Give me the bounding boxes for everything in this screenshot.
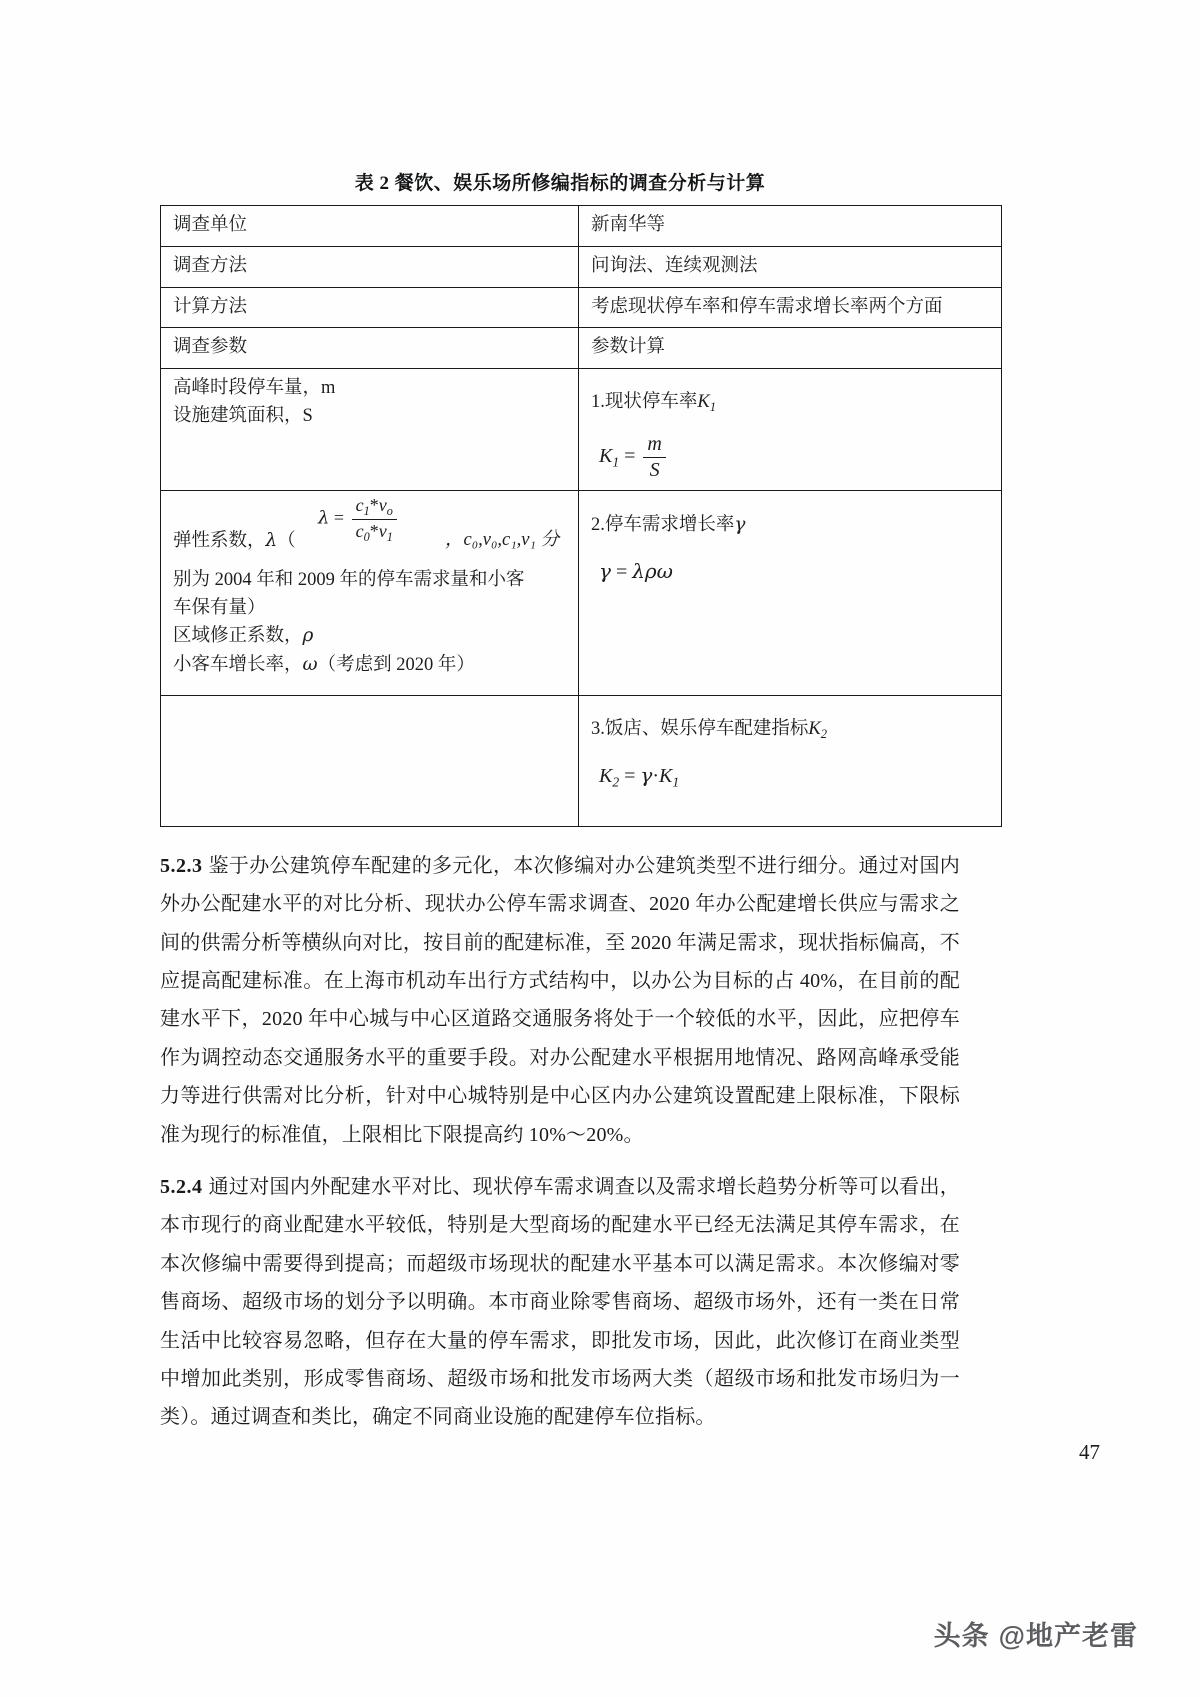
formula-lhs: K <box>599 764 613 787</box>
table-row <box>161 287 1002 328</box>
fraction-denominator: S <box>649 458 660 481</box>
paren-open: （ <box>277 530 296 551</box>
table-caption: 表 2 餐饮、娱乐场所修编指标的调查分析与计算 <box>354 173 766 194</box>
formula-heading-2 <box>591 511 991 540</box>
formula-lhs: γ <box>599 558 611 583</box>
formula-heading-3 <box>591 716 991 744</box>
table-cell-formula-k1 <box>579 369 1002 491</box>
elasticity-note-line-2: 别为 2004 年和 2009 年的停车需求量和小客 <box>173 569 525 590</box>
symbol-gamma: γ <box>640 762 653 787</box>
table-cell-formula-k2 <box>579 695 1002 826</box>
table-row <box>161 328 1002 369</box>
formula-k1 <box>599 433 991 482</box>
symbol-k: K <box>659 764 673 787</box>
var-v-sub: 1 <box>386 529 393 544</box>
var-v: v <box>378 494 387 515</box>
symbol-k: K <box>808 718 821 739</box>
formula-lhs-subscript: 2 <box>612 774 620 790</box>
fraction-m-over-s <box>643 433 665 482</box>
label-text: 弹性系数， <box>173 530 266 551</box>
symbol-gamma: γ <box>734 513 746 535</box>
fraction-denominator <box>352 520 397 544</box>
cell-text: 调查单位 <box>173 215 248 235</box>
watermark <box>934 1614 1138 1653</box>
table-cell-value <box>579 328 1002 369</box>
symbol-k-subscript: 1 <box>672 774 680 790</box>
table-row-k2-index <box>161 695 1002 826</box>
table-cell-parameters <box>161 369 579 491</box>
elasticity-note-line-3: 车保有量） <box>173 597 266 618</box>
param-peak-parking-volume: 高峰时段停车量，m <box>173 378 336 398</box>
heading-index: 2. <box>591 514 605 535</box>
heading-text: 饭店、娱乐停车配建指标 <box>604 718 809 739</box>
label-text: 小客车增长率， <box>173 655 303 676</box>
page-number: 47 <box>1079 1440 1100 1464</box>
cell-text: 调查参数 <box>173 337 248 358</box>
label-text: 区域修正系数， <box>173 626 303 647</box>
fraction-lambda <box>352 495 397 544</box>
car-growth-rate <box>173 651 568 680</box>
heading-text: 现状停车率 <box>604 392 698 412</box>
table-cell-label <box>161 206 579 247</box>
var-v-sub: o <box>386 503 393 518</box>
table-row-demand-growth <box>161 490 1002 695</box>
formula-rhs: λρω <box>632 558 673 583</box>
var-v: v <box>378 520 387 541</box>
symbol-k: K <box>697 392 710 412</box>
table-cell-value <box>579 206 1002 247</box>
paragraph-5-2-4 <box>160 1168 960 1437</box>
survey-analysis-table <box>160 205 1002 827</box>
elasticity-label <box>173 527 296 556</box>
table-cell-label <box>161 246 579 287</box>
var-c-sub: 1 <box>363 503 370 518</box>
cell-text: 考虑现状停车率和停车需求增长率两个方面 <box>591 296 943 317</box>
var-c: c <box>355 494 364 515</box>
symbol-k-subscript: 1 <box>709 400 717 415</box>
equals-sign: = <box>624 764 636 787</box>
watermark-brand: 头条 <box>933 1621 990 1651</box>
var-c: c <box>355 520 364 541</box>
table-row-parking-rate <box>161 369 1002 491</box>
fraction-numerator <box>352 495 397 520</box>
heading-text: 停车需求增长率 <box>604 514 735 535</box>
symbol-omega: ω <box>302 654 318 676</box>
paragraph-number: 5.2.4 <box>160 1176 203 1198</box>
formula-k2 <box>599 760 991 793</box>
symbol-rho: ρ <box>302 625 314 647</box>
cell-text: 新南华等 <box>591 215 666 235</box>
equals-sign: = <box>624 444 636 467</box>
elasticity-definition <box>173 494 568 567</box>
symbol-lambda: λ <box>265 529 278 551</box>
formula-lhs-subscript: 1 <box>612 454 620 470</box>
dot-operator: · <box>652 764 660 787</box>
paragraph-text: 通过对国内外配建水平对比、现状停车需求调查以及需求增长趋势分析等可以看出，本市现行的商业配建水平较低，特别是大型商场的配建水平已经无法满足其停车需求，在本次修编中需要得到提高；而超级市场现状的配建水平基本可以满足需求。本次修编对零售商场、超级市场的划分予以明确。本市商业除零售商场、超级市场外，还有一类在日常生活中比较容易忽略，但存在大量的停车需求，即批发市场，因此，此次修订在商业类型中增加此类别，形成零售商场、超级市场和批发市场两大类（超级市场和批发市场归为一类）。通过调查和类比，确定不同商业设施的配建停车位指标。 <box>160 1176 960 1429</box>
param-building-area: 设施建筑面积，S <box>173 405 313 426</box>
symbol-lambda: λ <box>318 507 330 529</box>
label-tail: （考虑到 2020 年） <box>317 655 475 676</box>
table-cell-label <box>161 328 579 369</box>
elasticity-variable-list: ，c₀,v₀,c₁,v₁ 分 <box>445 529 560 550</box>
table-cell-value <box>579 287 1002 328</box>
page-content <box>160 168 960 1437</box>
table-cell-empty <box>161 695 579 826</box>
table-row <box>161 246 1002 287</box>
table-cell-value <box>579 246 1002 287</box>
regional-correction-coefficient <box>173 622 568 651</box>
paragraph-number: 5.2.3 <box>160 854 203 877</box>
paragraph-5-2-3 <box>160 847 960 1154</box>
paragraph-text: 鉴于办公建筑停车配建的多元化，本次修编对办公建筑类型不进行细分。通过对国内外办公配建水平的对比分析、现状办公停车需求调查、2020 年办公配建增长供应与需求之间的供需分析等横纵向对比，按目前的配建标准，至 2020 年满足需求，现状指标偏高，不应提高配建标准。在上海市机动车出行方式结构中，以办公为目标的占 40%，在目前的配建水平下，2020 年中心城与中心区道路交通服务将处于一个较低的水平，因此，应把停车作为调控动态交通服务水平的重要手段。对办公配建水平根据用地情况、路网高峰承受能力等进行供需对比分析，针对中心城特别是中心区内办公建筑设置配建上限标准，下限标准为现行的标准值，上限相比下限提高约 10%～20%。 <box>160 854 960 1146</box>
equals-sign: = <box>333 507 345 528</box>
formula-gamma <box>599 556 991 587</box>
table-cell-elasticity-params <box>161 490 579 695</box>
multiply-sign: * <box>369 520 379 541</box>
table-cell-label <box>161 287 579 328</box>
formula-lambda <box>318 495 400 544</box>
watermark-handle: @地产老雷 <box>998 1621 1138 1651</box>
multiply-sign: * <box>369 494 379 515</box>
table-cell-formula-gamma <box>579 490 1002 695</box>
symbol-k-subscript: 2 <box>820 726 828 741</box>
formula-lhs: K <box>599 444 613 467</box>
heading-index: 1. <box>591 392 605 412</box>
cell-text: 参数计算 <box>591 337 666 358</box>
heading-index: 3. <box>591 718 605 739</box>
var-c-sub: 0 <box>363 529 370 544</box>
cell-text: 计算方法 <box>173 296 248 317</box>
cell-text: 调查方法 <box>173 255 248 276</box>
formula-heading-1 <box>591 389 991 417</box>
equals-sign: = <box>615 560 628 583</box>
cell-text: 问询法、连续观测法 <box>591 255 758 276</box>
fraction-numerator: m <box>643 433 665 458</box>
table-row <box>161 206 1002 247</box>
